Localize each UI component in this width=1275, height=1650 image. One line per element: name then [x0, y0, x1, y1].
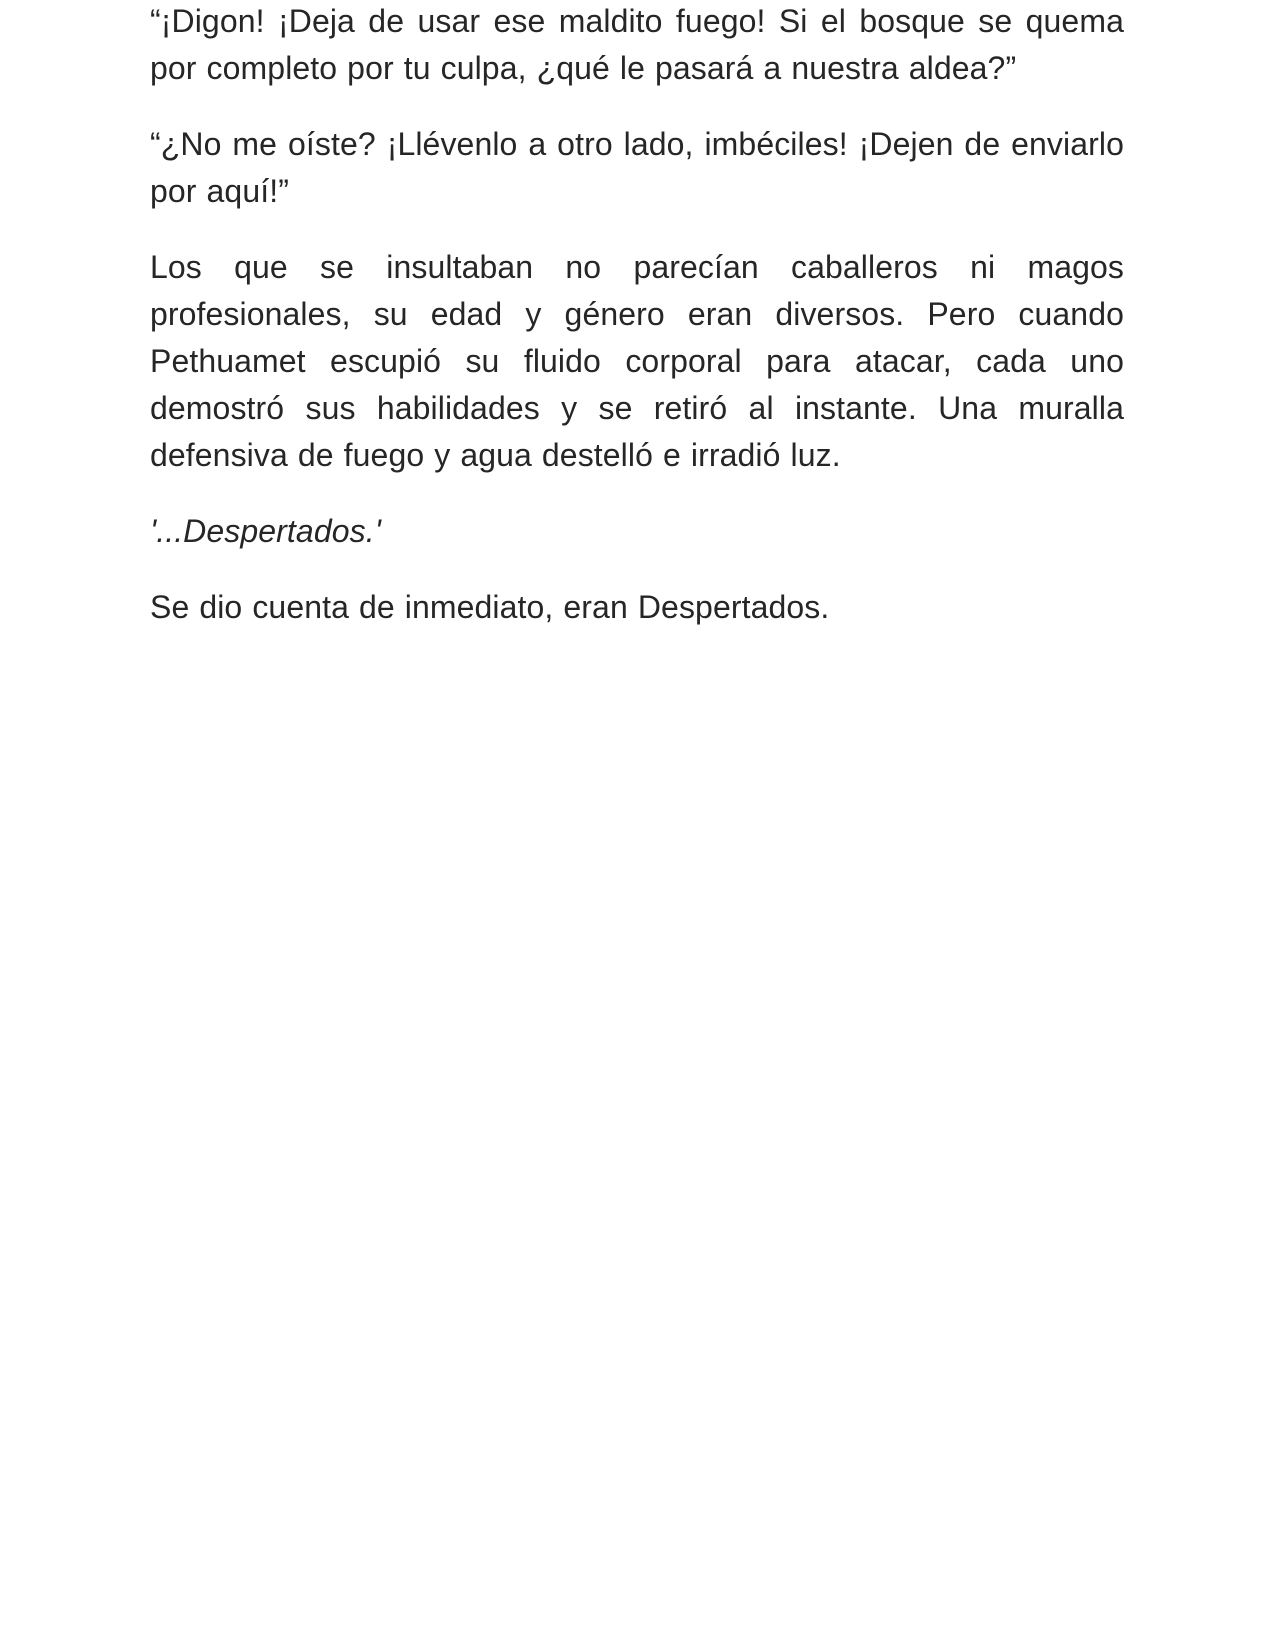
paragraph-5: Se dio cuenta de inmediato, eran Despertados.	[150, 589, 830, 625]
paragraph-3: Los que se insultaban no parecían caballeros ni magos profesionales, su edad y género eran diversos. Pero cuando Pethuamet escupió su fluido corporal para atacar, cada uno demostró sus habilidades y se retiró al instante. Una muralla defensiva de fuego y agua destelló e irradió luz.	[150, 249, 1124, 473]
paragraph-2: “¿No me oíste? ¡Llévenlo a otro lado, imbéciles! ¡Dejen de enviarlo por aquí!”	[150, 126, 1124, 209]
paragraph-1: “¡Digon! ¡Deja de usar ese maldito fuego! Si el bosque se quema por completo por tu culpa, ¿qué le pasará a nuestra aldea?”	[150, 3, 1124, 86]
paragraph-4-thought: '...Despertados.'	[150, 513, 381, 549]
document-page	[150, 0, 1124, 1650]
